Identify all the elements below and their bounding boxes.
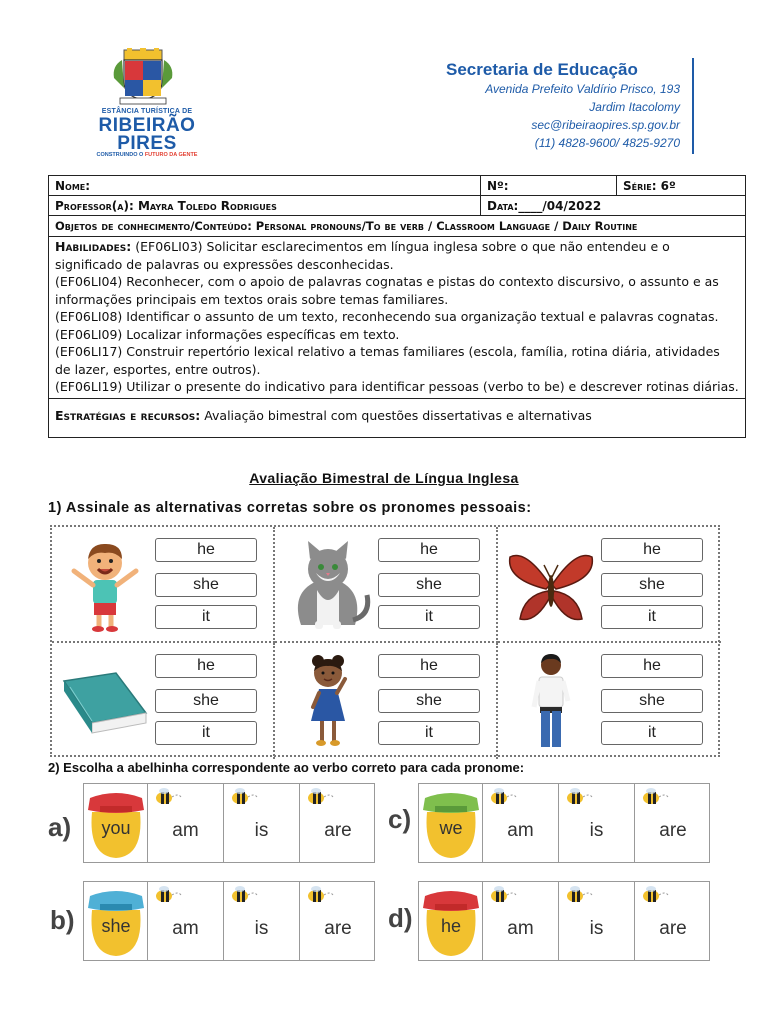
secretaria-email: sec@ribeiraopires.sp.gov.br bbox=[531, 118, 680, 132]
bee-icon bbox=[487, 787, 517, 805]
option-he[interactable]: he bbox=[155, 538, 257, 562]
coat-of-arms-icon bbox=[110, 48, 176, 106]
exam-title: Avaliação Bimestral de Língua Inglesa bbox=[249, 470, 519, 486]
bee-icon bbox=[152, 885, 182, 903]
secretaria-address: Avenida Prefeito Valdírio Prisco, 193 bbox=[485, 82, 680, 96]
verb-am: am bbox=[172, 820, 199, 841]
bee-icon bbox=[639, 885, 669, 903]
bee-are[interactable] bbox=[635, 784, 711, 862]
bee-icon bbox=[228, 787, 258, 805]
bee-icon bbox=[487, 885, 517, 903]
bee-are[interactable] bbox=[300, 882, 376, 960]
question-2-prompt: 2) Escolha a abelhinha correspondente ao verbo correto para cada pronome: bbox=[48, 760, 525, 775]
bee-icon bbox=[304, 787, 334, 805]
option-it[interactable]: it bbox=[155, 605, 257, 629]
objetos-field: Objetos de conhecimento/Conteúdo: Personal pronouns/To be verb / Classroom Language / Daily Routine bbox=[55, 219, 638, 233]
pronoun-he: he bbox=[440, 916, 462, 936]
serie-field: Série: 6º bbox=[623, 179, 676, 193]
honey-jar-he bbox=[419, 882, 483, 960]
verb-am: am bbox=[507, 918, 534, 939]
pronoun-grid bbox=[50, 525, 720, 757]
verb-are: are bbox=[324, 820, 352, 841]
verb-are: are bbox=[324, 918, 352, 939]
item-label-d: d) bbox=[388, 903, 413, 933]
pronoun-you: you bbox=[101, 818, 131, 838]
row-objetos bbox=[49, 216, 745, 237]
question-1-prompt: 1) Assinale as alternativas corretas sobre os pronomes pessoais: bbox=[48, 500, 532, 516]
secretaria-title: Secretaria de Educação bbox=[446, 60, 638, 79]
option-he[interactable]: he bbox=[601, 538, 703, 562]
verb-are: are bbox=[659, 820, 687, 841]
honey-jar-she bbox=[84, 882, 148, 960]
pronoun-cell-cat bbox=[275, 527, 498, 643]
verb-am: am bbox=[172, 918, 199, 939]
verb-is: is bbox=[254, 820, 269, 841]
numero-field[interactable]: Nº: bbox=[481, 176, 617, 195]
data-field[interactable]: Data:____/04/2022 bbox=[487, 199, 602, 213]
bee-icon bbox=[639, 787, 669, 805]
bee-am[interactable] bbox=[148, 882, 224, 960]
option-he[interactable]: he bbox=[155, 654, 257, 678]
boy-icon bbox=[60, 535, 150, 635]
pronoun-cell-man bbox=[498, 643, 721, 759]
estrategias-section: Estratégias e recursos: Avaliação bimestral com questões dissertativas e alternativas bbox=[55, 408, 592, 423]
verb-am: am bbox=[507, 820, 534, 841]
bee-is[interactable] bbox=[224, 882, 300, 960]
secretaria-district: Jardim Itacolomy bbox=[589, 100, 680, 114]
habilidade-1: Habilidades: (EF06LI03) Solicitar esclarecimentos em língua inglesa sobre o que não entendeu e o significado de palavras ou expressões desconhecidas. bbox=[55, 239, 670, 272]
logo-slogan: CONSTRUINDO O FUTURO DA GENTE bbox=[96, 152, 198, 158]
item-label-c: c) bbox=[388, 804, 412, 834]
option-she[interactable]: she bbox=[601, 573, 703, 597]
habilidade-4: (EF06LI09) Localizar informações específicas em texto. bbox=[55, 326, 400, 342]
secretaria-block bbox=[440, 60, 680, 152]
option-she[interactable]: she bbox=[155, 689, 257, 713]
bee-icon bbox=[152, 787, 182, 805]
verb-is: is bbox=[589, 820, 604, 841]
option-it[interactable]: it bbox=[378, 605, 480, 629]
verb-item-b bbox=[83, 881, 375, 961]
option-it[interactable]: it bbox=[601, 721, 703, 745]
option-she[interactable]: she bbox=[155, 573, 257, 597]
pronoun-cell-boy bbox=[52, 527, 275, 643]
bee-am[interactable] bbox=[483, 882, 559, 960]
header-divider bbox=[692, 58, 694, 154]
honey-jar-we bbox=[419, 784, 483, 862]
pronoun-cell-book bbox=[52, 643, 275, 759]
verb-item-d bbox=[418, 881, 710, 961]
bee-is[interactable] bbox=[559, 784, 635, 862]
bee-icon bbox=[563, 885, 593, 903]
bee-icon bbox=[228, 885, 258, 903]
verb-are: are bbox=[659, 918, 687, 939]
bee-is[interactable] bbox=[559, 882, 635, 960]
book-icon bbox=[60, 651, 150, 751]
habilidades-section bbox=[49, 237, 745, 399]
bee-am[interactable] bbox=[148, 784, 224, 862]
secretaria-phone: (11) 4828-9600/ 4825-9270 bbox=[534, 136, 680, 150]
option-it[interactable]: it bbox=[378, 721, 480, 745]
butterfly-icon bbox=[506, 535, 596, 635]
row-nome bbox=[49, 176, 745, 196]
verb-is: is bbox=[589, 918, 604, 939]
row-professor bbox=[49, 196, 745, 216]
student-info-table bbox=[48, 175, 746, 438]
habilidade-5: (EF06LI17) Construir repertório lexical relativo a temas familiares (escola, família, rotina diária, atividades de lazer, esportes, entre outros). bbox=[55, 344, 720, 377]
girl-icon bbox=[283, 651, 373, 751]
city-logo bbox=[88, 48, 206, 164]
man-icon bbox=[506, 651, 596, 751]
verb-item-a bbox=[83, 783, 375, 863]
option-she[interactable]: she bbox=[378, 573, 480, 597]
pronoun-she: she bbox=[101, 916, 131, 936]
bee-is[interactable] bbox=[224, 784, 300, 862]
pronoun-cell-girl bbox=[275, 643, 498, 759]
verb-is: is bbox=[254, 918, 269, 939]
habilidade-3: (EF06LI08) Identificar o assunto de um texto, reconhecendo sua organização textual e palavras cognatas. bbox=[55, 309, 719, 324]
option-he[interactable]: he bbox=[378, 654, 480, 678]
professor-field: Professor(a): Mayra Toledo Rodrigues bbox=[49, 196, 481, 215]
verb-item-c bbox=[418, 783, 710, 863]
bee-icon bbox=[304, 885, 334, 903]
option-he[interactable]: he bbox=[601, 654, 703, 678]
honey-jar-you bbox=[84, 784, 148, 862]
bee-are[interactable] bbox=[300, 784, 376, 862]
option-he[interactable]: he bbox=[378, 538, 480, 562]
bee-are[interactable] bbox=[635, 882, 711, 960]
logo-city-name-1: RIBEIRÃO bbox=[98, 115, 196, 136]
bee-am[interactable] bbox=[483, 784, 559, 862]
option-it[interactable]: it bbox=[601, 605, 703, 629]
option-it[interactable]: it bbox=[155, 721, 257, 745]
nome-field[interactable]: Nome: bbox=[49, 176, 481, 195]
logo-subtitle: ESTÂNCIA TURÍSTICA DE bbox=[101, 108, 193, 115]
item-label-a: a) bbox=[48, 812, 72, 842]
habilidade-6: (EF06LI19) Utilizar o presente do indicativo para identificar pessoas (verbo to be) e descrever rotinas diárias. bbox=[55, 379, 739, 394]
item-label-b: b) bbox=[50, 905, 75, 935]
option-she[interactable]: she bbox=[378, 689, 480, 713]
habilidade-2: (EF06LI04) Reconhecer, com o apoio de palavras cognatas e pistas do contexto discursivo, o assunto e as informações principais em textos orais sobre temas familiares. bbox=[55, 274, 719, 307]
cat-icon bbox=[283, 535, 373, 635]
pronoun-we: we bbox=[439, 818, 463, 838]
option-she[interactable]: she bbox=[601, 689, 703, 713]
bee-icon bbox=[563, 787, 593, 805]
pronoun-cell-butterfly bbox=[498, 527, 721, 643]
logo-city-name-2: PIRES bbox=[117, 133, 177, 154]
